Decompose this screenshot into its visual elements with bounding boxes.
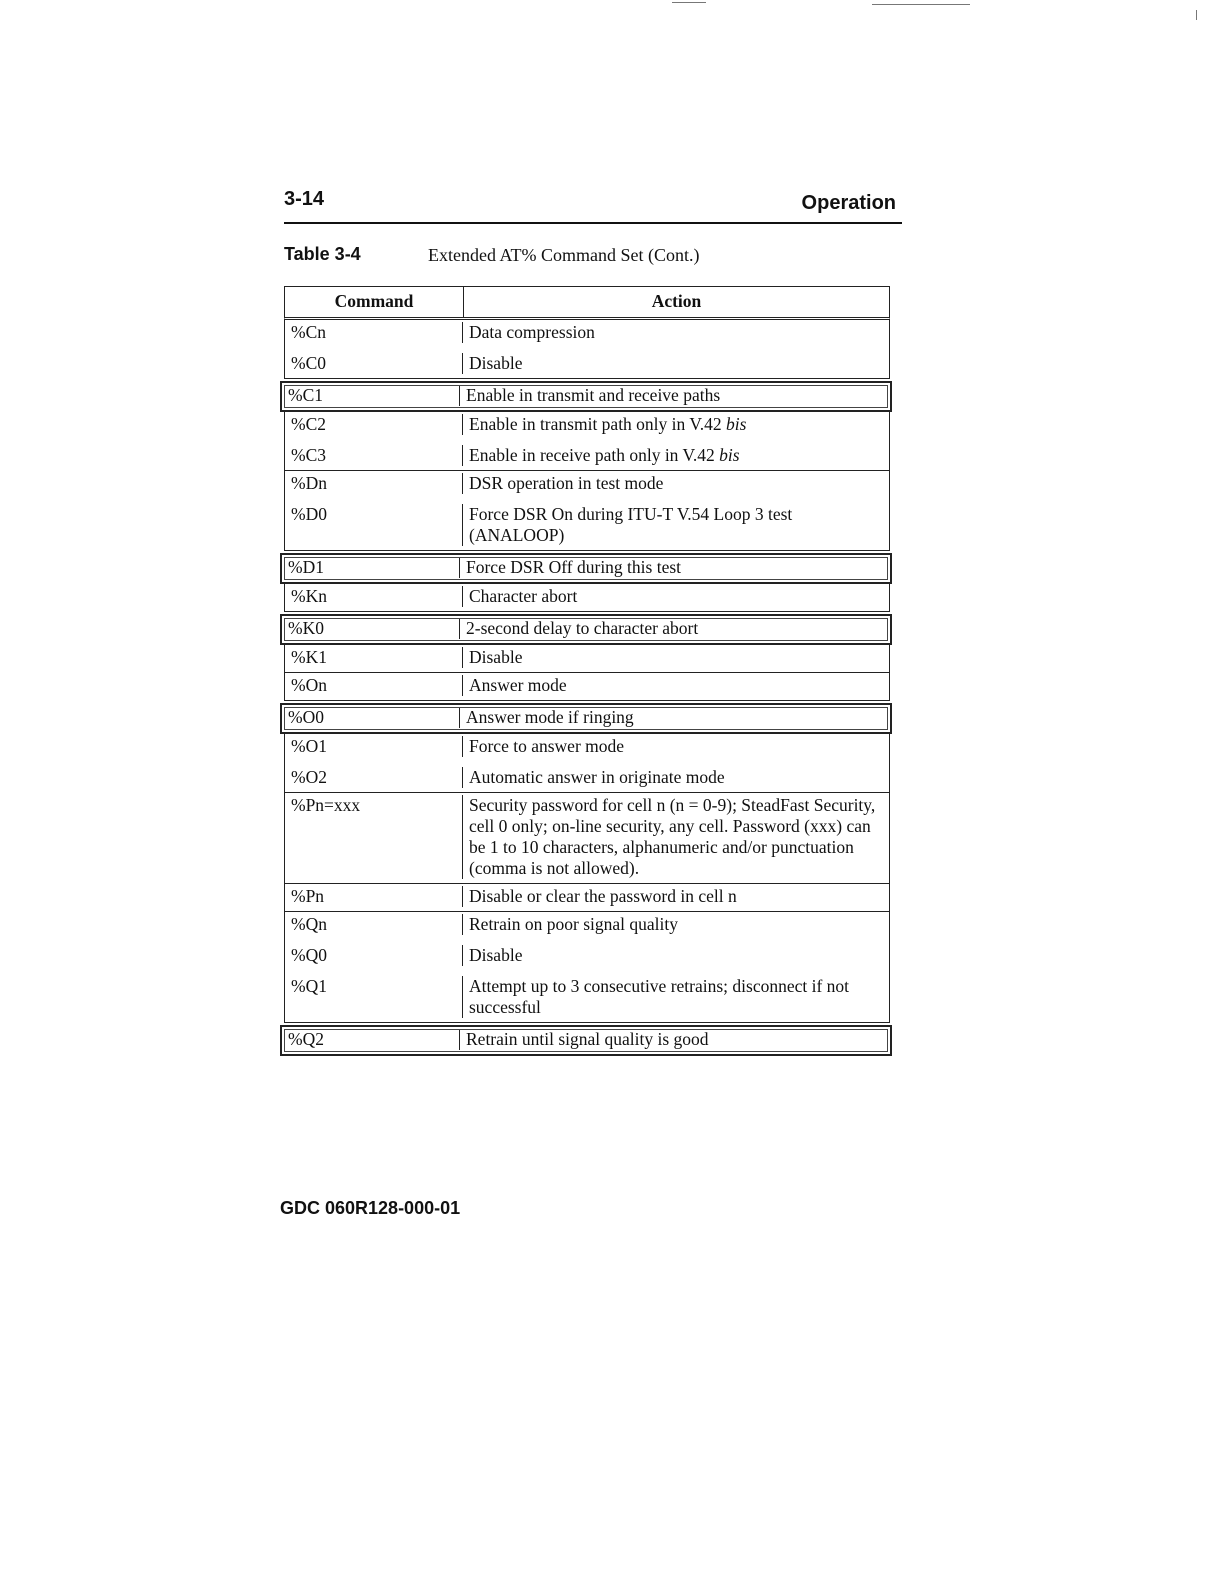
row-group (284, 734, 890, 793)
action-text: DSR operation in test mode (469, 473, 664, 493)
action-cell (463, 736, 889, 757)
action-cell (460, 1029, 890, 1050)
action-text: Enable in transmit path only in V.42 (469, 414, 726, 434)
row-group (284, 912, 890, 1023)
command-cell: %Q1 (285, 976, 463, 1018)
command-cell: %Cn (285, 322, 463, 343)
command-cell: %K1 (285, 647, 463, 668)
action-cell (460, 707, 890, 728)
command-cell: %K0 (282, 618, 460, 639)
command-cell: %C3 (285, 445, 463, 466)
row-group (284, 645, 890, 673)
action-text: Data compression (469, 322, 595, 342)
action-cell (463, 767, 889, 788)
page-number: 3-14 (284, 188, 325, 210)
command-cell: %Dn (285, 473, 463, 494)
action-cell (460, 618, 890, 639)
table-row (285, 473, 889, 494)
table-row (285, 767, 889, 788)
table-row (285, 322, 889, 343)
table-caption (284, 244, 904, 270)
command-cell: %Kn (285, 586, 463, 607)
action-text: Disable (469, 945, 523, 965)
column-header-action: Action (651, 291, 702, 311)
scan-artifact (1196, 10, 1197, 20)
row-group (284, 320, 890, 379)
highlighted-row-group (280, 381, 892, 412)
action-cell (463, 445, 889, 466)
action-text: Force DSR Off during this test (466, 557, 682, 577)
table-row (285, 976, 889, 1018)
command-cell: %O1 (285, 736, 463, 757)
command-cell: %Q2 (282, 1029, 460, 1050)
action-emphasis: bis (725, 414, 747, 434)
action-text: Attempt up to 3 consecutive retrains; disconnect if not successful (469, 976, 850, 1017)
action-text: Disable (469, 647, 523, 667)
action-text: Automatic answer in originate mode (469, 767, 725, 787)
table-row (285, 445, 889, 466)
page-header (284, 186, 902, 224)
command-cell: %Q0 (285, 945, 463, 966)
row-group (284, 471, 890, 551)
command-cell: %Pn=xxx (285, 795, 463, 879)
command-table (284, 286, 890, 1056)
command-cell: %C2 (285, 414, 463, 435)
action-text: Answer mode (469, 675, 567, 695)
action-text: Disable or clear the password in cell n (469, 886, 737, 906)
row-group (284, 793, 890, 884)
row-group (284, 412, 890, 471)
action-cell (463, 414, 889, 435)
action-text: Disable (469, 353, 523, 373)
action-cell (463, 945, 889, 966)
action-emphasis: bis (719, 445, 740, 465)
command-cell: %Qn (285, 914, 463, 935)
action-cell (460, 385, 890, 406)
action-cell (463, 795, 889, 879)
table-row (285, 945, 889, 966)
table-row (282, 618, 890, 639)
table-row (285, 886, 889, 907)
table-row (285, 353, 889, 374)
action-text: Character abort (469, 586, 578, 606)
table-row (285, 504, 889, 546)
highlighted-row-group (280, 703, 892, 734)
action-text: Retrain until signal quality is good (466, 1029, 709, 1049)
row-group (284, 884, 890, 912)
table-row (285, 647, 889, 668)
row-group (284, 673, 890, 701)
table-header-row (284, 286, 890, 320)
scan-artifact (872, 4, 970, 5)
action-cell (463, 914, 889, 935)
command-cell: %On (285, 675, 463, 696)
command-cell: %C1 (282, 385, 460, 406)
table-row (285, 795, 889, 879)
action-text: Retrain on poor signal quality (469, 914, 678, 934)
action-text: Force to answer mode (469, 736, 625, 756)
table-row (285, 675, 889, 696)
action-text: Enable in transmit and receive paths (466, 385, 721, 405)
action-text: Force DSR On during ITU-T V.54 Loop 3 test (ANALOOP) (469, 504, 793, 545)
highlighted-row-group (280, 553, 892, 584)
table-row (282, 385, 890, 406)
highlighted-row-group (280, 614, 892, 645)
action-cell (463, 473, 889, 494)
command-cell: %O2 (285, 767, 463, 788)
action-cell (463, 647, 889, 668)
action-cell (460, 557, 890, 578)
action-text: Enable in receive path only in V.42 (469, 445, 720, 465)
document-number: GDC 060R128-000-01 (280, 1198, 461, 1218)
table-row (285, 914, 889, 935)
table-row (285, 586, 889, 607)
action-text: Answer mode if ringing (466, 707, 634, 727)
table-label: Table 3-4 (284, 244, 361, 264)
command-cell: %Pn (285, 886, 463, 907)
command-cell: %O0 (282, 707, 460, 728)
section-title: Operation (801, 192, 896, 214)
command-cell: %D1 (282, 557, 460, 578)
table-row (282, 557, 890, 578)
command-cell: %C0 (285, 353, 463, 374)
table-row (285, 414, 889, 435)
action-cell (463, 675, 889, 696)
action-text: 2-second delay to character abort (466, 618, 699, 638)
table-row (282, 707, 890, 728)
action-cell (463, 886, 889, 907)
row-group (284, 584, 890, 612)
action-cell (463, 353, 889, 374)
column-header-command: Command (285, 287, 464, 317)
table-title: Extended AT% Command Set (Cont.) (428, 245, 700, 265)
action-cell (463, 976, 889, 1018)
table-body (284, 320, 890, 1056)
action-cell (463, 504, 889, 546)
action-text: Security password for cell n (n = 0-9); SteadFast Security, cell 0 only; on-line security, any cell. Password (xxx) can be 1 to 10 characters, alphanumeric and/or punctuation (comma is not allowed). (469, 795, 876, 878)
table-row (285, 736, 889, 757)
command-cell: %D0 (285, 504, 463, 546)
scan-artifact (672, 2, 706, 3)
action-cell (463, 586, 889, 607)
table-row (282, 1029, 890, 1050)
highlighted-row-group (280, 1025, 892, 1056)
action-cell (463, 322, 889, 343)
